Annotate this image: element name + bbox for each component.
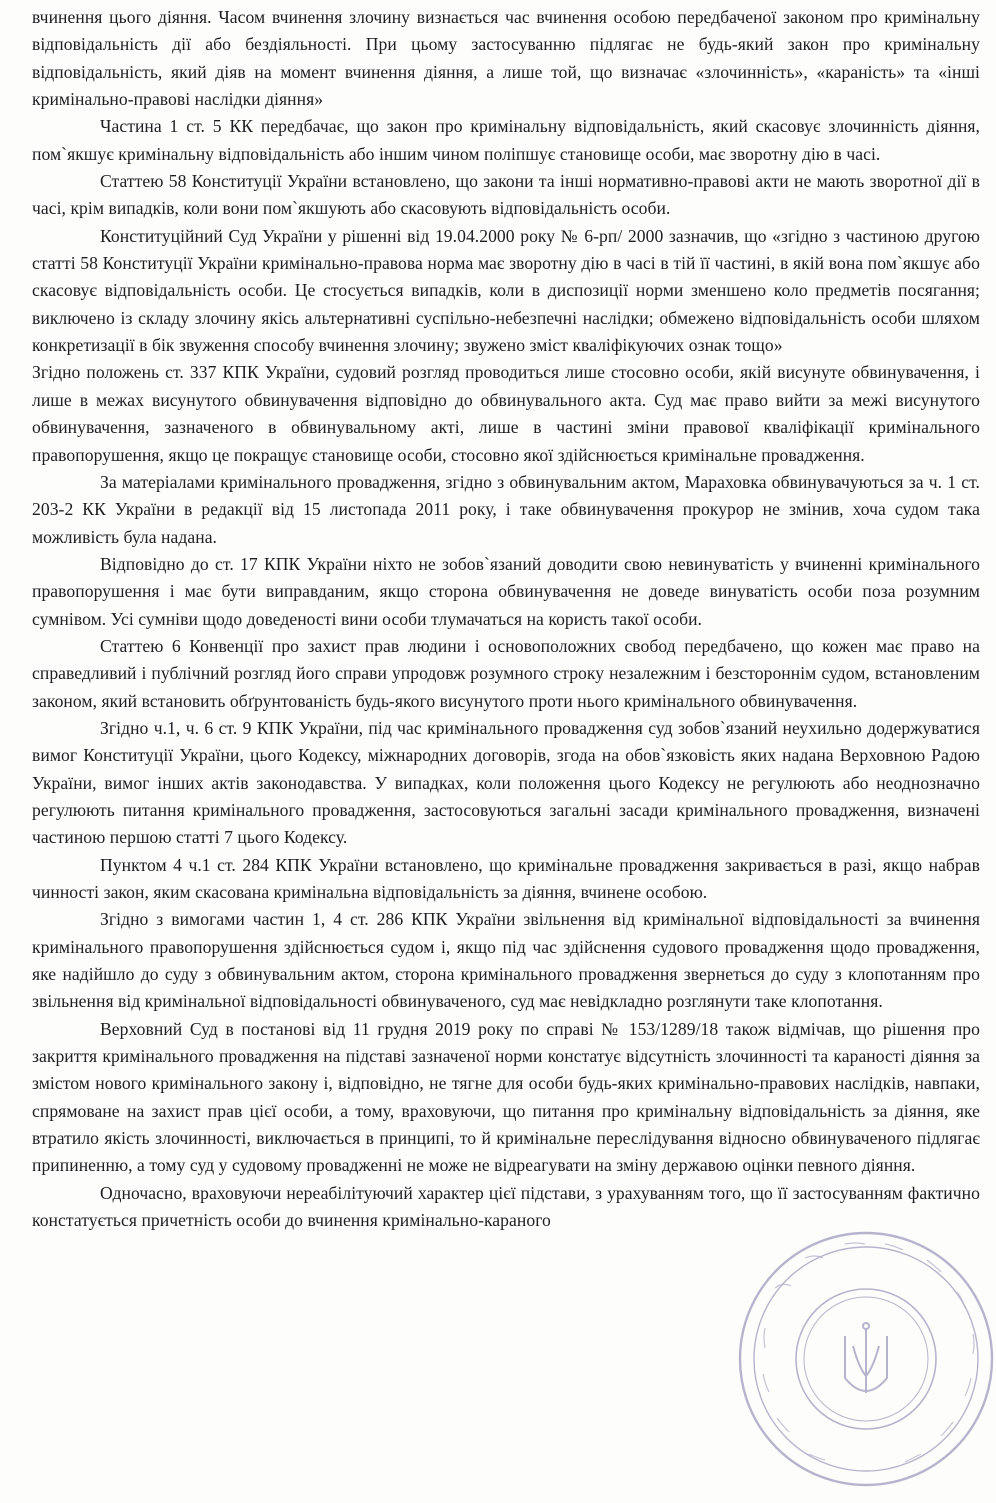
paragraph-10: Пунктом 4 ч.1 ст. 284 КПК України встановлено, що кримінальне провадження закривається в разі, якщо набрав чинності закон, яким скасована кримінальна відповідальність за діяння, вчинене особою. [32,854,980,902]
paragraph-3: Статтею 58 Конституції України встановлено, що закони та інші нормативно-правові акти не мають зворотної дії в часі, крім випадків, коли вони пом`якшують або скасовують відповідальність особи. [32,171,980,219]
paragraph-6: За матеріалами кримінального провадження, згідно з обвинувальним актом, Мараховка обвинувачуються за ч. 1 ст. 203-2 КК України в редакції від 15 листопада 2011 року, і таке обвинувачення прокурор не змінив, хоча судом така можливість була надана. [32,471,980,547]
paragraph-2: Частина 1 ст. 5 КК передбачає, що закон про кримінальну відповідальність, який скасовує злочинність діяння, пом`якшує кримінальну відповідальність або іншим чином поліпшує становище особи, має зворотну дію в часі. [32,116,980,164]
document-body [32,4,980,1234]
paragraph-13: Одночасно, враховуючи нереабілітуючий характер цієї підстави, з урахуванням того, що її застосуванням фактично констатується причетність особи до вчинення кримінально-караного [32,1182,980,1231]
court-seal-stamp [735,1228,996,1490]
paragraph-12: Верховний Суд в постанові від 11 грудня 2019 року по справі № 153/1289/18 також відмічав, що рішення про закриття кримінального провадження на підставі зазначеної норми констатує відсутність злочинності та караності діяння за змістом нового кримінального закону і, відповідно, не тягне для особи будь-яких кримінально-правових наслідків, навпаки, спрямоване на захист прав цієї особи, а тому, враховуючи, що питання про кримінальну відповідальність за діяння, яке втратило якість злочинності, виключається в принципі, то й кримінальне переслідування відносно обвинуваченого підлягає припиненню, а тому суд у судовому провадженні не може не відреагувати на зміну державою оцінки певного діяння. [32,1018,980,1176]
paragraph-4: Конституційний Суд України у рішенні від 19.04.2000 року № 6-рп/ 2000 зазначив, що «згідно з частиною другою статті 58 Конституції України кримінально-правова норма має зворотну дію в часі в тій її частині, в якій вона пом`якшує або скасовує відповідальність особи. Це стосується випадків, коли в диспозиції норми зменшено коло предметів посягання; виключено із складу злочину якісь альтернативні суспільно-небезпечні наслідки; обмежено відповідальність особи шляхом конкретизації в бік звуження способу вчинення злочину; звужено зміст кваліфікуючих ознак тощо» [32,225,980,356]
paragraph-5: Згідно положень ст. 337 КПК України, судовий розгляд проводиться лише стосовно особи, якій висунуте обвинувачення, і лише в межах висунутого обвинувачення відповідно до обвинувального акта. Суд має право вийти за межі висунутого обвинувачення, зазначеного в обвинувальному акті, лише в частині зміни правової кваліфікації кримінального правопорушення, якщо це покращує становище особи, стосовно якої здійснюється кримінальне провадження. [32,362,980,465]
paragraph-1: вчинення цього діяння. Часом вчинення злочину визнається час вчинення особою передбаченої законом про кримінальну відповідальність дії або бездіяльності. При цьому застосуванню підлягає не будь-який закон про кримінальну відповідальність, який діяв на момент вчинення діяння, а лише той, що визначає «злочинність», «караність» та «інші кримінально-правові наслідки діяння» [32,7,980,110]
paragraph-7: Відповідно до ст. 17 КПК України ніхто не зобов`язаний доводити свою невинуватість у вчиненні кримінального правопорушення і має бути виправданим, якщо сторона обвинувачення не доведе винуватість особи поза розумним сумнівом. Усі сумніви щодо доведеності вини особи тлумачаться на користь такої особи. [32,553,980,629]
trident-emblem [845,1323,887,1393]
paragraph-8: Статтею 6 Конвенції про захист прав людини і основоположних свобод передбачено, що кожен має право на справедливий і публічний розгляд його справи упродовж розумного строку незалежним і безстороннім судом, встановленим законом, який встановить обґрунтованість будь-якого висунутого проти нього кримінального обвинувачення. [32,635,980,711]
paragraph-9: Згідно ч.1, ч. 6 ст. 9 КПК України, під час кримінального провадження суд зобов`язаний неухильно додержуватися вимог Конституції України, цього Кодексу, міжнародних договорів, згода на обов`язковість яких надана Верховною Радою України, вимог інших актів законодавства. У випадках, коли положення цього Кодексу не регулюють або неоднозначно регулюють питання кримінального провадження, застосовуються загальні засади кримінального провадження, визначені частиною першою статті 7 цього Кодексу. [32,717,980,848]
paragraph-11: Згідно з вимогами частин 1, 4 ст. 286 КПК України звільнення від кримінальної відповідальності за вчинення кримінального правопорушення здійснюється судом і, якщо під час здійснення судового провадження щодо провадження, яке надійшло до суду з обвинувальним актом, сторона кримінального провадження звернеться до суду з клопотанням про звільнення від кримінальної відповідальності обвинуваченого, суд має невідкладно розглянути таке клопотання. [32,909,980,1012]
